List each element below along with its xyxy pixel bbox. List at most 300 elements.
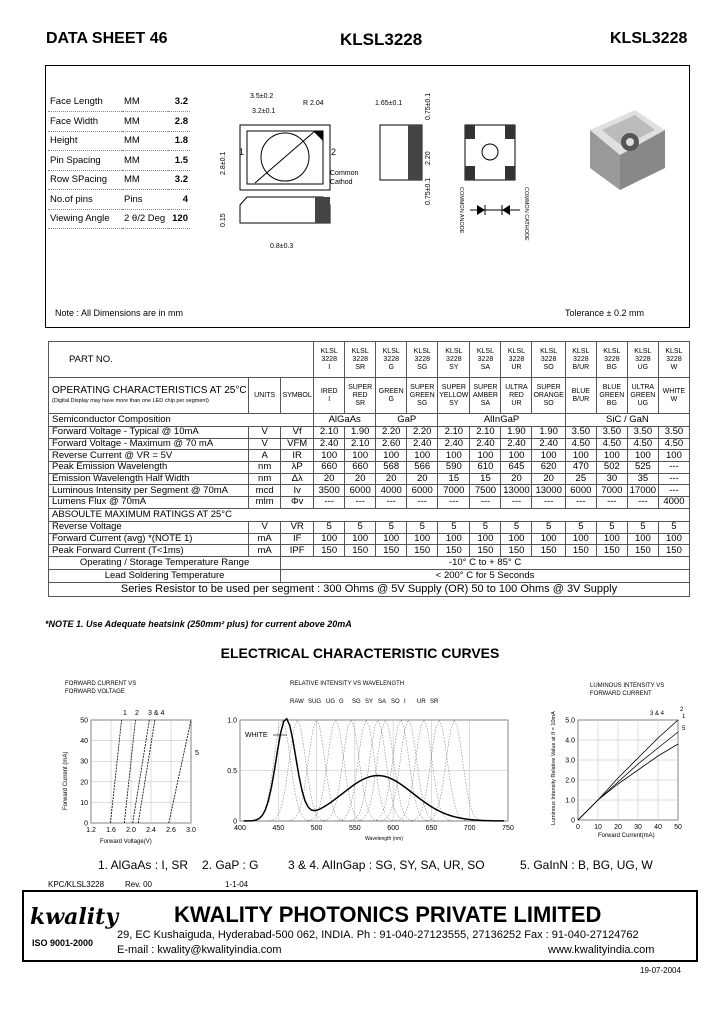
series-line (124, 720, 135, 823)
dim-015: 0.15 (220, 213, 227, 227)
cell-line: UG (637, 399, 649, 407)
spec-value: 4.50 (596, 438, 627, 450)
spec-value: 100 (314, 450, 345, 462)
spec-value: 100 (532, 533, 565, 545)
part-number (532, 342, 565, 378)
spec-value: 3.50 (596, 427, 627, 439)
spec-value: 525 (627, 462, 658, 474)
revision: Rev. 00 (125, 880, 152, 889)
spec-value: 150 (658, 545, 689, 557)
x-tick-label: 2.0 (126, 827, 136, 834)
x-tick-label: 50 (674, 824, 682, 831)
spec-value: 1.90 (345, 427, 376, 439)
cell-line: B/UR (572, 395, 590, 403)
dimension-label: Height (48, 131, 122, 151)
cell-line: KLSL (665, 347, 683, 355)
spec-value: 5 (345, 521, 376, 533)
company-logo: kwality (30, 904, 119, 930)
spec-value: 100 (501, 533, 532, 545)
dimension-label: Viewing Angle (48, 209, 122, 229)
spec-symbol: λP (281, 462, 314, 474)
cell-line: 3228 (573, 355, 589, 363)
dim-220: 2.20 (425, 151, 432, 165)
dim-28: 2.8±0.1 (220, 151, 227, 175)
series-label: 5 (195, 750, 199, 757)
spec-symbol: IF (281, 533, 314, 545)
color-name (532, 378, 565, 414)
peak-label: SR (430, 699, 439, 705)
spec-label: Forward Voltage - Maximum @ 70 mA (49, 438, 249, 450)
spec-unit: mcd (249, 485, 281, 497)
spec-value: --- (658, 462, 689, 474)
spec-value: 100 (470, 450, 501, 462)
color-name (565, 378, 596, 414)
company-email: E-mail : kwality@kwalityindia.com (117, 944, 282, 956)
spec-value: 100 (438, 450, 470, 462)
cell-line: ULTRA (505, 383, 528, 391)
cell-line: 3228 (635, 355, 651, 363)
cell-line: SUPER (348, 383, 373, 391)
cell-line: IRED (320, 387, 338, 395)
spec-value: 150 (532, 545, 565, 557)
spec-value: 100 (470, 533, 501, 545)
series-line (578, 744, 678, 820)
legend-1: 1. AlGaAs : I, SR (98, 858, 189, 872)
note-1: *NOTE 1. Use Adequate heatsink (250mm² plus) for current above 20mA (45, 619, 352, 629)
led-photo (580, 100, 670, 195)
spec-value: 20 (501, 473, 532, 485)
dimension-value: 120 (168, 209, 190, 229)
dimension-label: Pin Spacing (48, 151, 122, 171)
spec-value: 100 (565, 533, 596, 545)
spec-table (48, 341, 690, 597)
part-no-label: PART NO. (49, 342, 314, 378)
spec-value: 2.20 (376, 427, 407, 439)
cell-line: 3228 (540, 355, 557, 363)
cell-line: KLSL (603, 347, 621, 355)
y-tick-label: 2.0 (565, 777, 575, 785)
y-tick-label: 0 (233, 818, 237, 826)
x-tick-label: 2.4 (146, 827, 156, 834)
spec-value: 7500 (470, 485, 501, 497)
cell-line: SG (417, 399, 428, 407)
pin1-label: 1 (239, 147, 245, 157)
spec-value: --- (470, 497, 501, 509)
x-tick-label: 650 (425, 825, 438, 832)
part-number (407, 342, 438, 378)
cell-line: 3228 (321, 355, 337, 363)
spec-value: 100 (658, 450, 689, 462)
chart-title: FORWARD VOLTAGE (65, 689, 125, 695)
y-tick-label: 50 (80, 717, 88, 725)
cell-line: 3228 (604, 355, 620, 363)
cell-line: GREEN (409, 391, 435, 399)
cell-line: UG (637, 363, 649, 371)
spec-value: 660 (345, 462, 376, 474)
spec-symbol: Iv (281, 485, 314, 497)
cell-line: 3228 (414, 355, 431, 363)
dimension-unit: MM (122, 151, 168, 171)
spec-value: 5 (532, 521, 565, 533)
units-header: UNITS (249, 378, 281, 414)
spec-value: 20 (407, 473, 438, 485)
spec-value: 7000 (438, 485, 470, 497)
dimension-unit: Pins (122, 190, 168, 210)
spec-value: 3.50 (658, 427, 689, 439)
chart-vf-if (55, 675, 205, 845)
spec-unit: mA (249, 533, 281, 545)
spec-symbol: Vf (281, 427, 314, 439)
color-name (345, 378, 376, 414)
series-resistor: Series Resistor to be used per segment : 300 Ohms @ 5V Supply (OR) 50 to 100 Ohms @ 3V Supply (49, 582, 690, 596)
peak-label: UR (417, 699, 426, 705)
cell-line: BLUE (602, 383, 621, 391)
spec-value: 100 (596, 450, 627, 462)
spec-value: 2.10 (345, 438, 376, 450)
solder-value: < 200° C for 5 Seconds (281, 569, 690, 582)
series-label: 5 (682, 726, 686, 732)
dimension-value: 3.2 (168, 92, 190, 112)
peak-label: RAW (290, 699, 304, 705)
dim-35: 3.5±0.2 (250, 93, 274, 100)
cathod-label: Cathod (330, 179, 353, 186)
dimension-value: 4 (168, 190, 190, 210)
spec-value: 5 (314, 521, 345, 533)
tolerance: Tolerance ± 0.2 mm (565, 308, 644, 318)
color-name (438, 378, 470, 414)
part-number (565, 342, 596, 378)
spec-unit: V (249, 438, 281, 450)
spec-label: Peak Emission Wavelength (49, 462, 249, 474)
curves-title: ELECTRICAL CHARACTERISTIC CURVES (220, 645, 500, 661)
cell-line: AMBER (472, 391, 498, 399)
spec-unit: nm (249, 462, 281, 474)
cell-line: I (328, 395, 331, 403)
peak-label: SY (365, 699, 374, 705)
spec-value: --- (376, 497, 407, 509)
dimension-label: Face Length (48, 92, 122, 112)
spec-value: 3500 (314, 485, 345, 497)
white-spectrum (244, 719, 504, 821)
spec-value: 100 (627, 533, 658, 545)
x-tick-label: 1.2 (86, 827, 96, 834)
spec-label: Reverse Voltage (49, 521, 249, 533)
spec-value: 620 (532, 462, 565, 474)
iso-badge: ISO 9001-2000 (32, 938, 94, 948)
spec-value: 4000 (376, 485, 407, 497)
spec-value: 100 (501, 450, 532, 462)
spec-value: 35 (627, 473, 658, 485)
cell-line: GREEN (630, 391, 656, 399)
spec-value: 20 (376, 473, 407, 485)
dim-165: 1.65±0.1 (375, 100, 403, 107)
spec-value: 4000 (658, 497, 689, 509)
spec-value: 6000 (345, 485, 376, 497)
spec-value: 5 (627, 521, 658, 533)
cell-line: BG (606, 363, 617, 371)
spec-value: 15 (470, 473, 501, 485)
spec-value: 2.40 (470, 438, 501, 450)
cell-line: SY (449, 399, 459, 407)
dimensions-table (48, 92, 190, 229)
spec-value: 20 (345, 473, 376, 485)
white-label: WHITE (245, 732, 268, 739)
cell-line: RED (509, 391, 524, 399)
y-tick-label: 0 (571, 817, 575, 825)
y-tick-label: 0.5 (227, 768, 237, 775)
spec-value: 5 (438, 521, 470, 533)
spec-value: --- (501, 497, 532, 509)
op-char-subheading: (Digital Display may have more than one LED chip per segment) (52, 397, 209, 404)
cell-line: KLSL (634, 347, 652, 355)
spec-unit: A (249, 450, 281, 462)
cell-line: UR (511, 399, 522, 407)
cell-line: 3228 (446, 355, 462, 363)
dimension-label: Face Width (48, 112, 122, 132)
spec-value: 20 (314, 473, 345, 485)
op-char-title (49, 378, 249, 414)
cell-line: 3228 (508, 355, 525, 363)
cell-line: SO (543, 399, 554, 407)
cell-line: KLSL (382, 347, 400, 355)
spec-value: 2.20 (407, 427, 438, 439)
peak-label: SA (378, 699, 387, 705)
cell-line: BLUE (571, 387, 590, 395)
date-issued: 1-1-04 (225, 880, 249, 889)
spec-value: 5 (658, 521, 689, 533)
cell-line: GREEN (599, 391, 625, 399)
spec-value: 150 (596, 545, 627, 557)
spec-symbol: IR (281, 450, 314, 462)
spec-value: 100 (407, 533, 438, 545)
x-tick-label: 0 (576, 824, 580, 831)
part-number (596, 342, 627, 378)
legend-2: 2. GaP : G (202, 858, 259, 872)
cell-line: YELLOW (439, 391, 469, 399)
spec-value: 1.90 (501, 427, 532, 439)
spec-label: Lumens Flux @ 70mA (49, 497, 249, 509)
spec-value: --- (658, 473, 689, 485)
peak-label: SO (391, 699, 400, 705)
spec-value: 1.90 (532, 427, 565, 439)
spec-symbol: VFM (281, 438, 314, 450)
dimension-row (48, 112, 190, 132)
spec-label: Forward Current (avg) *(NOTE 1) (49, 533, 249, 545)
peak-label: G (339, 699, 344, 705)
part-number (376, 342, 407, 378)
color-name (501, 378, 532, 414)
spec-value: 5 (376, 521, 407, 533)
y-tick-label: 5.0 (565, 717, 575, 725)
peak-label: I (404, 699, 406, 705)
part-number (438, 342, 470, 378)
spec-value: --- (345, 497, 376, 509)
y-tick-label: 40 (80, 738, 88, 746)
y-axis-label: Luminous Intensity Relative Value at If = 10mA (551, 711, 557, 825)
x-tick-label: 700 (463, 825, 476, 832)
cell-line: GREEN (378, 387, 404, 395)
part-number (658, 342, 689, 378)
x-tick-label: 30 (634, 824, 642, 831)
peak-label: SG (352, 699, 361, 705)
spec-value: 4.50 (658, 438, 689, 450)
spec-value: 100 (596, 533, 627, 545)
spec-value: 5 (596, 521, 627, 533)
cell-line: RED (352, 391, 368, 399)
spec-value: 20 (532, 473, 565, 485)
spec-value: 610 (470, 462, 501, 474)
spec-value: 150 (627, 545, 658, 557)
cell-line: SO (543, 363, 554, 371)
op-temp-label: Operating / Storage Temperature Range (49, 556, 281, 569)
spec-value: 2.10 (314, 427, 345, 439)
dimension-value: 1.8 (168, 131, 190, 151)
x-axis-label: Wavelength (nm) (365, 836, 403, 842)
spec-value: 2.40 (532, 438, 565, 450)
dimension-value: 1.5 (168, 151, 190, 171)
spec-unit: mlm (249, 497, 281, 509)
cell-line: WHITE (662, 387, 686, 395)
y-tick-label: 1.0 (565, 797, 575, 805)
op-char-heading: OPERATING CHARACTERISTICS AT 25°C (52, 384, 247, 396)
spec-value: 100 (438, 533, 470, 545)
spec-value: 150 (565, 545, 596, 557)
spec-value: 3.50 (565, 427, 596, 439)
dimension-row (48, 170, 190, 190)
semiconductor-value: GaP (376, 414, 438, 427)
series-label: 2 (135, 710, 139, 717)
spec-value: 3.50 (627, 427, 658, 439)
y-axis-label: Forward Current (mA) (63, 751, 69, 810)
x-tick-label: 1.6 (106, 827, 116, 834)
x-axis-label: Forward Current(mA) (598, 833, 655, 839)
dimension-value: 2.8 (168, 112, 190, 132)
cell-line: 3228 (383, 355, 399, 363)
color-name (596, 378, 627, 414)
spec-symbol: IPF (281, 545, 314, 557)
spec-unit: nm (249, 473, 281, 485)
color-name (470, 378, 501, 414)
y-tick-label: 3.0 (565, 757, 575, 765)
cell-line: SUPER (473, 383, 498, 391)
cell-line: KLSL (507, 347, 526, 355)
x-tick-label: 2.6 (166, 827, 176, 834)
spec-value: 13000 (532, 485, 565, 497)
y-tick-label: 0 (84, 820, 88, 828)
spec-value: 6000 (407, 485, 438, 497)
cell-line: ORANGE (533, 391, 564, 399)
spec-value: 100 (345, 533, 376, 545)
dimension-unit: 2 θ/2 Deg (122, 209, 168, 229)
spec-value: 470 (565, 462, 596, 474)
spec-value: 4.50 (565, 438, 596, 450)
spec-value: 100 (532, 450, 565, 462)
cell-line: 3228 (477, 355, 494, 363)
cell-line: ULTRA (631, 383, 655, 391)
spec-value: 17000 (627, 485, 658, 497)
dim-08: 0.8±0.3 (270, 243, 294, 250)
chart-title: FORWARD CURRENT VS (65, 681, 137, 687)
cell-line: SA (480, 399, 491, 407)
x-tick-label: 40 (654, 824, 662, 831)
spec-value: 100 (376, 450, 407, 462)
spec-value: 150 (470, 545, 501, 557)
company-website: www.kwalityindia.com (548, 944, 655, 956)
package-drawing (215, 85, 555, 255)
spec-value: 150 (407, 545, 438, 557)
chart-iv-if (540, 675, 690, 845)
y-tick-label: 10 (80, 799, 88, 807)
series-label: 2 (680, 707, 684, 713)
x-tick-label: 600 (387, 825, 399, 832)
cell-line: SA (480, 363, 491, 371)
spec-value: 30 (596, 473, 627, 485)
anode-label: COMMON ANODE (458, 187, 464, 234)
spec-value: 150 (501, 545, 532, 557)
cell-line: SUPER (441, 383, 466, 391)
series-label: 3 & 4 (650, 711, 665, 717)
spec-value: 100 (407, 450, 438, 462)
cell-line: W (670, 395, 678, 403)
doc-code: KPC/KLSL3228 (48, 880, 105, 889)
dimension-unit: MM (122, 92, 168, 112)
dimension-row (48, 131, 190, 151)
spec-label: Reverse Current @ VR = 5V (49, 450, 249, 462)
spec-value: 150 (376, 545, 407, 557)
symbol-header: SYMBOL (281, 378, 314, 414)
semiconductor-value: AlInGaP (438, 414, 566, 427)
cell-line: W (670, 363, 678, 371)
cell-line: SUPER (536, 383, 561, 391)
cell-line: KLSL (572, 347, 590, 355)
spec-label: Luminous Intensity per Segment @ 70mA (49, 485, 249, 497)
cell-line: 3228 (352, 355, 368, 363)
dimension-unit: MM (122, 112, 168, 132)
solder-label: Lead Soldering Temperature (49, 569, 281, 582)
spec-unit: V (249, 427, 281, 439)
spec-value: 4.50 (627, 438, 658, 450)
peak-label: UG (326, 699, 335, 705)
spec-value: 100 (565, 450, 596, 462)
cell-line: UR (511, 363, 522, 371)
dimension-label: No.of pins (48, 190, 122, 210)
cell-line: G (388, 395, 394, 403)
spec-value: 660 (314, 462, 345, 474)
dimension-row (48, 151, 190, 171)
spec-unit: V (249, 521, 281, 533)
part-number (627, 342, 658, 378)
spec-value: 150 (438, 545, 470, 557)
color-name (376, 378, 407, 414)
spec-value: 15 (438, 473, 470, 485)
y-tick-label: 20 (80, 779, 88, 787)
dim-r: R 2.04 (303, 100, 324, 107)
spec-value: 100 (658, 533, 689, 545)
dimension-unit: MM (122, 131, 168, 151)
cathode-label: COMMON CATHODE (523, 187, 529, 241)
spec-value: 100 (345, 450, 376, 462)
spec-unit: mA (249, 545, 281, 557)
series-label: 1 (123, 710, 127, 717)
company-address: 29, EC Kushaiguda, Hyderabad-500 062, INDIA. Ph : 91-040-27123555, 27136252 Fax : 91-040-27124762 (117, 929, 639, 941)
dimension-value: 3.2 (168, 170, 190, 190)
series-label: 1 (682, 714, 686, 720)
spec-value: 5 (501, 521, 532, 533)
spec-value: --- (565, 497, 596, 509)
chart-title: RELATIVE INTENSITY VS WAVELENGTH (290, 681, 405, 687)
color-name (627, 378, 658, 414)
spec-value: 2.10 (470, 427, 501, 439)
